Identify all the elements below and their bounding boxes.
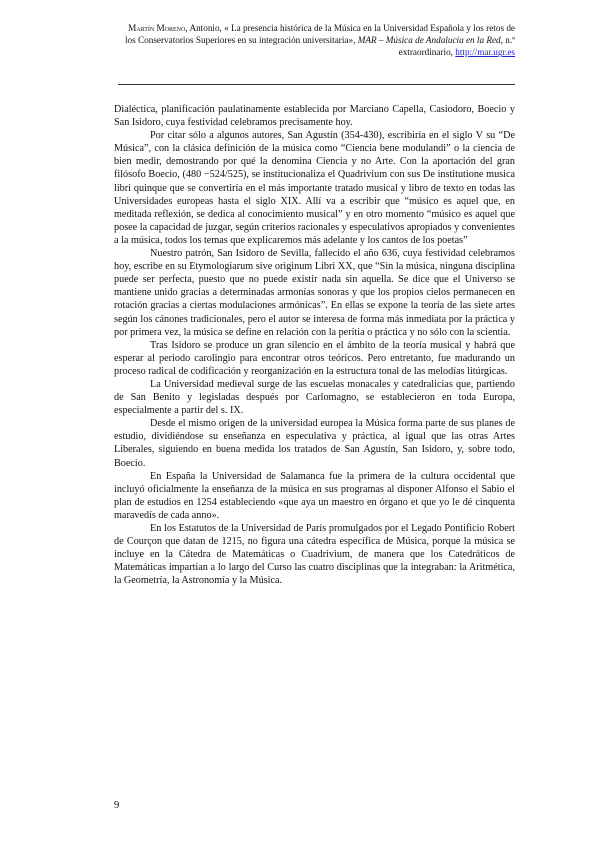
paragraph: Desde el mismo origen de la universidad europea la Música forma parte de sus planes de estudio, dividiéndose su enseñanza en especulativa y práctica, al igual que las otras Artes Liberales, siguiendo en buena medida los tratados de San Agustín, San Isidoro, y, sobre todo, Boecio. bbox=[114, 418, 515, 469]
header-journal: MAR – Música de Andalucía en la Red bbox=[357, 35, 501, 46]
paragraph: La Universidad medieval surge de las escuelas monacales y catedralicias que, partiendo de San Benito y legisladas después por Carlomagno, se establecieron en toda Europa, especialmente a partir del s. IX. bbox=[114, 378, 515, 417]
paragraph: En los Estatutos de la Universidad de París promulgados por el Legado Pontificio Robert de Courçon que datan de 1215, no figura una cátedra específica de Música, porque la música se incluye en la Cátedra de Matemáticas o Cuadrivium, de manera que los Catedráticos de Matemáticas impartían a lo largo del Curso las cuatro disciplinas que la integraban: la Aritmética, la Geometría, la Astronomía y la Música. bbox=[114, 523, 515, 587]
body-text bbox=[114, 103, 515, 587]
paragraph: Por citar sólo a algunos autores, San Agustín (354-430), escribiría en el siglo V su “De Música”, con la clásica definición de la música como “Ciencia bene modulandi” o la ciencia de bien medir, demostrando por qué la denomina Ciencia y no Arte. Con la aportación del gran filósofo Boecio, (480 −524/525), se institucionaliza el Quadrivium con sus De institutione musica libri quinque que se convertiría en el más importante tratado musical y libro de texto en todas las Universidades europeas hasta el siglo XIX. Allí va a escribir que “músico es aquel que, en meditada reflexión, se dedica al conocimiento musical” y en otro momento “músico es aquel que posee la capacidad de juzgar, según criterios racionales y especulativos apropiados y convenientes a la música, todos los temas que explicaremos más adelante y los cantos de los poetas” bbox=[114, 130, 515, 246]
header-url-link[interactable]: http://mar.ugr.es bbox=[455, 47, 515, 58]
header-divider bbox=[118, 84, 515, 85]
header-issue: , n.º extraordinario, bbox=[398, 35, 515, 58]
header-citation: , Antonio, « La presencia histórica de la Música en la Universidad Española y los retos de los Conservatorios Superiores en su integración universitaria», bbox=[124, 23, 515, 46]
paragraph: Nuestro patrón, San Isidoro de Sevilla, fallecido el año 636, cuya festividad celebramos hoy, escribe en su Etymologiarum sive originum Libri XX, que “Sin la música, ninguna disciplina puede ser perfecta, puesto que no puede existir nada sin aquella. Se dice que el Universo se mantiene unido gracias a determinadas armonías sonoras y que los propios cielos permanecen en rotación gracias a ciertas modulaciones armónicas”. En ellas se expone la teoría de las siete artes según los cánones tradicionales, pero el autor se interesa de forma más inmediata por la práctica y por primera vez, la música se define en relación con la peritia o práctica y no sólo con la scientia. bbox=[114, 248, 515, 338]
running-header bbox=[118, 22, 515, 59]
paragraph: Dialéctica, planificación paulatinamente establecida por Marciano Capella, Casiodoro, Boecio y San Isidoro, cuya festividad celebramos precisamente hoy. bbox=[114, 104, 515, 129]
page-number: 9 bbox=[114, 800, 120, 811]
paragraph: En España la Universidad de Salamanca fue la primera de la cultura occidental que incluyó oficialmente la enseñanza de la música en sus programas al disponer Alfonso el Sabio el plan de estudios en 1254 estableciendo «que aya un maestro en órgano et que yo le dé cinquenta maravedís de cada anno». bbox=[114, 470, 515, 521]
paragraph: Tras Isidoro se produce un gran silencio en el ámbito de la teoría musical y habrá que esperar al periodo carolingio para encontrar otros teóricos. Pero entretanto, fue madurando un proceso radical de codificación y reorganización en la estructura tonal de las melodías litúrgicas. bbox=[114, 339, 515, 377]
header-author: Martín Moreno bbox=[128, 23, 186, 33]
